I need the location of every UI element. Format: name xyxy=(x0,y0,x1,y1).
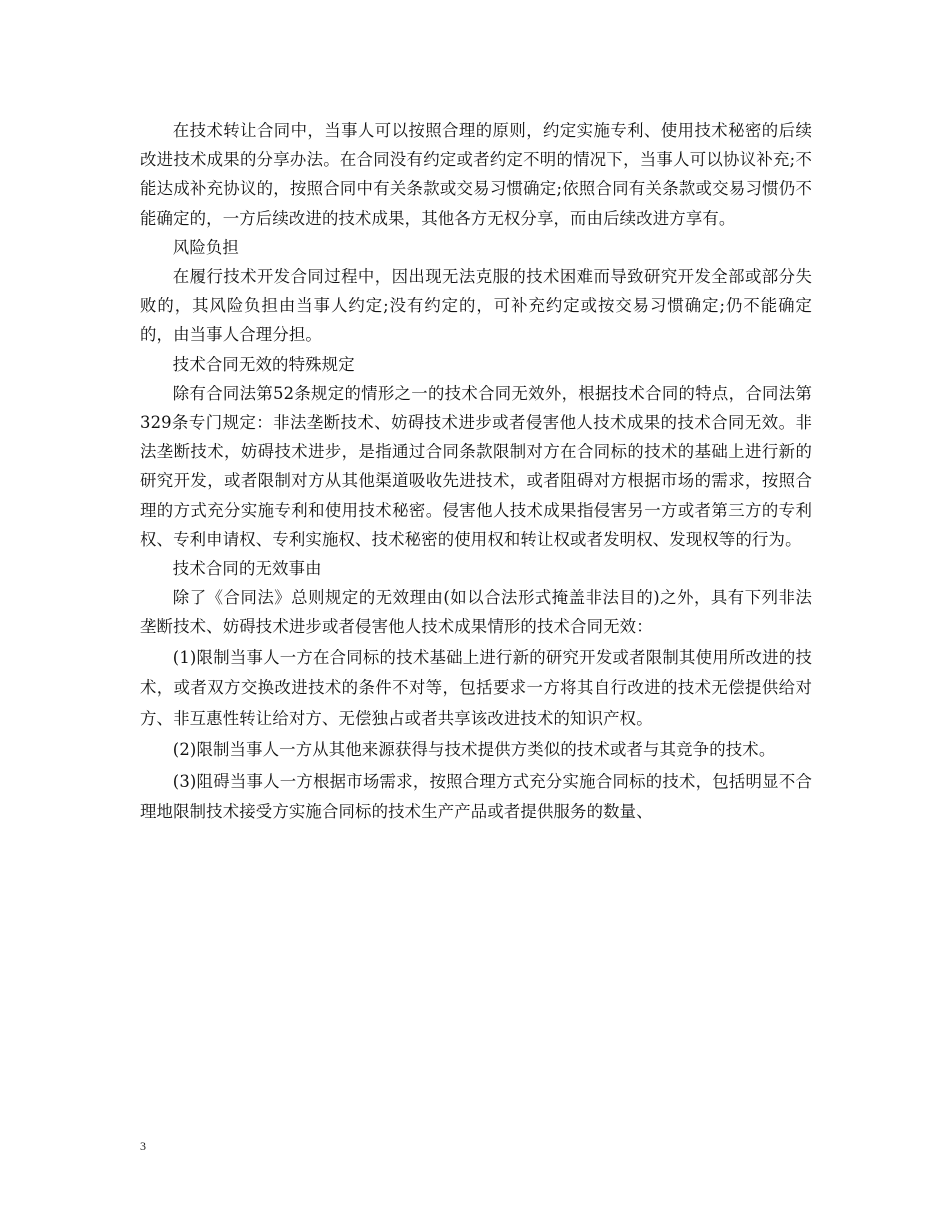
list-item: (3)阻碍当事人一方根据市场需求，按照合理方式充分实施合同标的技术，包括明显不合理地限制技术接受方实施合同标的技术生产产品或者提供服务的数量、 xyxy=(140,771,812,822)
page-number: 3 xyxy=(140,1139,146,1153)
section-heading: 技术合同无效的特殊规定 xyxy=(172,354,355,374)
list-item: (2)限制当事人一方从其他来源获得与技术提供方类似的技术或者与其竞争的技术。 xyxy=(172,740,776,760)
section-heading: 技术合同的无效事由 xyxy=(172,559,322,579)
section-heading: 风险负担 xyxy=(172,237,239,257)
body-paragraph: 除有合同法第52条规定的情形之一的技术合同无效外，根据技术合同的特点，合同法第329条专门规定：非法垄断技术、妨碍技术进步或者侵害他人技术成果的技术合同无效。非法垄断技术，妨碍技术进步，是指通过合同条款限制对方在合同标的技术的基础上进行新的研究开发，或者限制对方从其他渠道吸收先进技术，或者阻碍对方根据市场的需求，按照合理的方式充分实施专利和使用技术秘密。侵害他人技术成果指侵害另一方或者第三方的专利权、专利申请权、专利实施权、技术秘密的使用权和转让权或者发明权、发现权等的行为。 xyxy=(140,383,812,549)
body-paragraph: 在技术转让合同中，当事人可以按照合理的原则，约定实施专利、使用技术秘密的后续改进技术成果的分享办法。在合同没有约定或者约定不明的情况下，当事人可以协议补充;不能达成补充协议的，按照合同中有关条款或交易习惯确定;依照合同有关条款或交易习惯仍不能确定的，一方后续改进的技术成果，其他各方无权分享，而由后续改进方享有。 xyxy=(140,121,812,228)
list-item: (1)限制当事人一方在合同标的技术基础上进行新的研究开发或者限制其使用所改进的技术，或者双方交换改进技术的条件不对等，包括要求一方将其自行改进的技术无偿提供给对方、非互惠性转让给对方、无偿独占或者共享该改进技术的知识产权。 xyxy=(140,647,812,728)
body-paragraph: 除了《合同法》总则规定的无效理由(如以合法形式掩盖非法目的)之外，具有下列非法垄断技术、妨碍技术进步或者侵害他人技术成果情形的技术合同无效： xyxy=(140,588,812,637)
body-paragraph: 在履行技术开发合同过程中，因出现无法克服的技术困难而导致研究开发全部或部分失败的，其风险负担由当事人约定;没有约定的，可补充约定或按交易习惯确定;仍不能确定的，由当事人合理分担。 xyxy=(140,267,812,345)
document-page-body xyxy=(140,116,812,828)
